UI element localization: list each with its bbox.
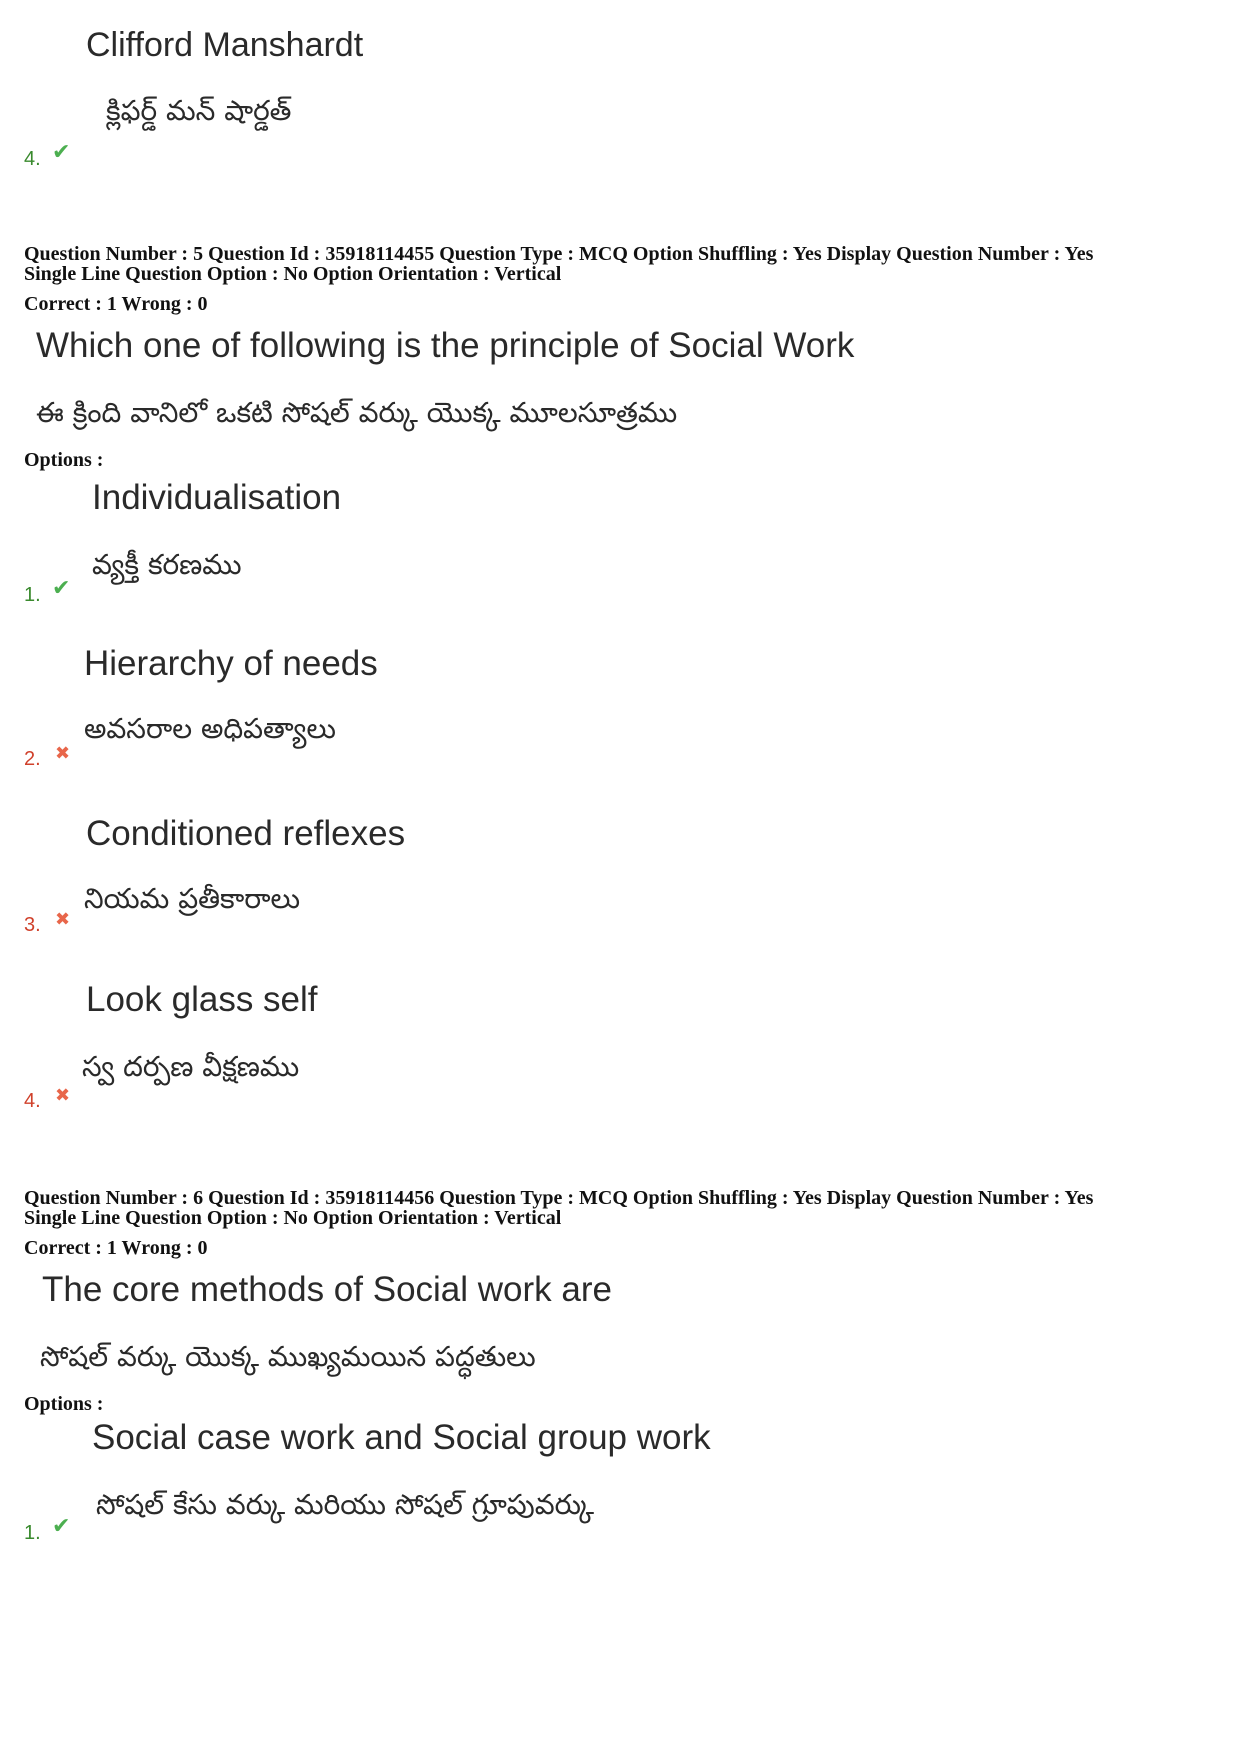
correct-check-icon: ✔ xyxy=(52,576,71,601)
option-text-english: Conditioned reflexes xyxy=(86,814,406,853)
question-marks: Correct : 1 Wrong : 0 xyxy=(24,293,208,315)
question-text-english: Which one of following is the principle of Social Work xyxy=(36,326,855,365)
wrong-cross-icon: ✖ xyxy=(55,909,71,930)
question-text-telugu: సోషల్ వర్కు యొక్క ముఖ్యమయిన పద్ధతులు xyxy=(40,1340,536,1373)
option-text-telugu: క్లిఫర్డ్ మన్ షార్డత్ xyxy=(106,94,292,127)
options-label: Options : xyxy=(24,449,104,471)
question-text-english: The core methods of Social work are xyxy=(42,1270,612,1309)
question-meta-line2: Single Line Question Option : No Option Orientation : Vertical xyxy=(24,263,562,285)
question-marks: Correct : 1 Wrong : 0 xyxy=(24,1237,208,1259)
question-meta-line1: Question Number : 6 Question Id : 35918114456 Question Type : MCQ Option Shuffling : Yes Display Question Number : Yes xyxy=(24,1187,1094,1209)
option-text-telugu: అవసరాల అధిపత్యాలు xyxy=(84,712,336,745)
option-text-telugu: వ్యక్తీ కరణము xyxy=(92,548,242,581)
question-meta-line1: Question Number : 5 Question Id : 35918114455 Question Type : MCQ Option Shuffling : Yes Display Question Number : Yes xyxy=(24,243,1094,265)
wrong-cross-icon: ✖ xyxy=(55,743,71,764)
option-number: 4. xyxy=(24,1090,41,1112)
option-text-english: Individualisation xyxy=(92,478,342,517)
option-number: 4. xyxy=(24,148,41,170)
option-text-telugu: స్వ దర్పణ వీక్షణము xyxy=(82,1050,300,1083)
option-number: 2. xyxy=(24,748,41,770)
question-meta-line2: Single Line Question Option : No Option Orientation : Vertical xyxy=(24,1207,562,1229)
option-text-english: Hierarchy of needs xyxy=(84,644,378,683)
option-text-english: Look glass self xyxy=(86,980,318,1019)
correct-check-icon: ✔ xyxy=(52,140,71,165)
option-number: 3. xyxy=(24,914,41,936)
option-text-english: Social case work and Social group work xyxy=(92,1418,711,1457)
correct-check-icon: ✔ xyxy=(52,1514,71,1539)
option-text-telugu: నియమ ప్రతీకారాలు xyxy=(84,882,301,915)
option-text-telugu: సోషల్ కేసు వర్కు మరియు సోషల్ గ్రూపువర్కు xyxy=(96,1488,595,1521)
option-number: 1. xyxy=(24,584,41,606)
question-text-telugu: ఈ క్రింది వానిలో ఒకటి సోషల్ వర్కు యొక్క మూలసూత్రము xyxy=(36,396,678,429)
wrong-cross-icon: ✖ xyxy=(55,1085,71,1106)
options-label: Options : xyxy=(24,1393,104,1415)
option-text-english: Clifford Manshardt xyxy=(86,26,364,64)
option-number: 1. xyxy=(24,1522,41,1544)
